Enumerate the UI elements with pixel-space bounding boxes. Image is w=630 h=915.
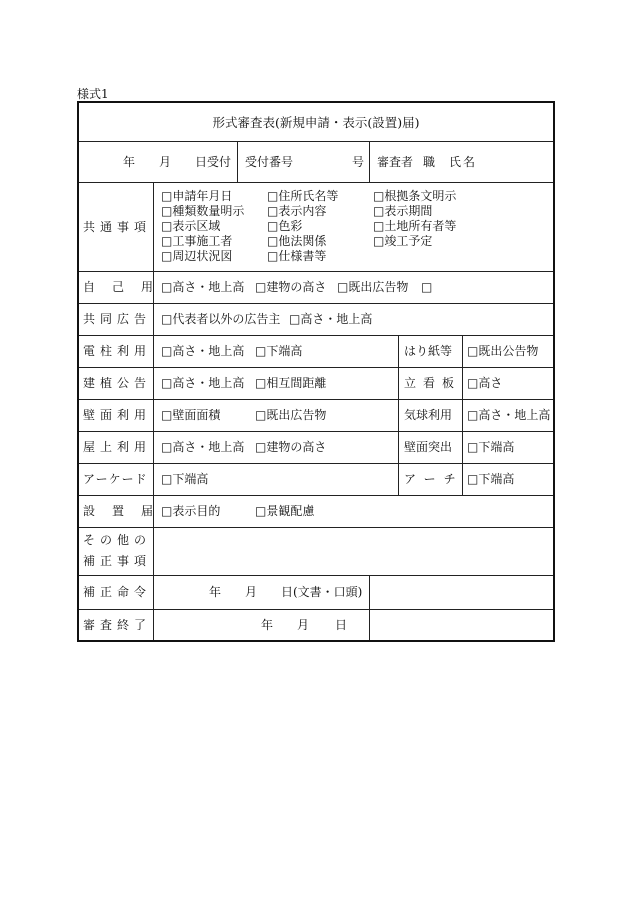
rule-common-bottom	[79, 271, 553, 272]
right-label-arch: アーチ	[404, 472, 464, 486]
rule-row	[79, 495, 553, 496]
rule-row	[79, 367, 553, 368]
checkbox-item[interactable]: □高さ	[467, 376, 503, 390]
rule-row	[79, 303, 553, 304]
hosei-year: 年	[209, 585, 222, 599]
checkbox-item[interactable]: □景観配慮	[255, 504, 315, 518]
rule-title-bottom	[79, 141, 553, 142]
row-label-kyodo: 共同広告	[83, 312, 152, 326]
checkbox-item[interactable]: □表示内容	[267, 204, 327, 218]
other-label-line2: 補正事項	[83, 554, 152, 568]
header-year: 年	[123, 155, 136, 169]
examiner-label: 審査者	[377, 155, 414, 169]
checkbox-item[interactable]: □表示期間	[373, 204, 433, 218]
other-label-line1: その他の	[83, 533, 152, 547]
right-label-tatekanban: 立看板	[404, 376, 462, 390]
checkbox-item[interactable]: □他法関係	[267, 234, 327, 248]
shuryo-month: 月	[297, 618, 310, 632]
header-month: 月	[159, 155, 172, 169]
checkbox-item[interactable]: □既出公告物	[467, 344, 539, 358]
checkbox-item[interactable]: □下端高	[255, 344, 303, 358]
rule-bottom-col	[369, 575, 370, 640]
checkbox-item[interactable]: □既出広告物	[337, 280, 409, 294]
checkbox-item[interactable]: □壁面面積	[161, 408, 221, 422]
rule-label-col	[153, 182, 154, 640]
checkbox-item[interactable]: □既出広告物	[255, 408, 327, 422]
rule-row	[79, 463, 553, 464]
checkbox-item[interactable]: □表示区域	[161, 219, 221, 233]
header-day-received: 日受付	[195, 155, 232, 169]
row-label-setchi: 設置届	[83, 504, 171, 518]
row-label-arcade: アーケード	[83, 472, 148, 486]
hosei-month: 月	[245, 585, 258, 599]
checkbox-item[interactable]: □建物の高さ	[255, 280, 327, 294]
rule-right-label-col	[398, 335, 399, 495]
position-label: 職	[423, 155, 436, 169]
rule-row	[79, 575, 553, 576]
checkbox-item[interactable]: □周辺状況図	[161, 249, 233, 263]
checkbox-item[interactable]: □土地所有者等	[373, 219, 457, 233]
checkbox-item[interactable]: □相互間距離	[255, 376, 327, 390]
row-label-shuryo: 審査終了	[83, 618, 152, 632]
checkbox-item[interactable]: □竣工予定	[373, 234, 433, 248]
checkbox-item[interactable]: □住所氏名等	[267, 189, 339, 203]
name-label: 氏名	[449, 155, 478, 169]
checkbox-item[interactable]: □表示目的	[161, 504, 221, 518]
checkbox-item[interactable]: □仕様書等	[267, 249, 327, 263]
checkbox-item[interactable]: □高さ・地上高	[161, 440, 245, 454]
shuryo-day: 日	[335, 618, 348, 632]
rule-row	[79, 431, 553, 432]
checkbox-item[interactable]: □下端高	[467, 440, 515, 454]
checkbox-item[interactable]: □建物の高さ	[255, 440, 327, 454]
checkbox-item[interactable]: □申請年月日	[161, 189, 233, 203]
checkbox-item[interactable]: □根拠条文明示	[373, 189, 457, 203]
row-label-hosei: 補正命令	[83, 585, 152, 599]
rule-row	[79, 609, 553, 610]
row-label-kenchiku: 建植公告	[83, 376, 152, 390]
checkbox-item[interactable]: □高さ・地上高	[161, 344, 245, 358]
checkbox-item[interactable]: □	[421, 280, 433, 294]
checkbox-item[interactable]: □種類数量明示	[161, 204, 245, 218]
row-label-hekimen: 壁面利用	[83, 408, 152, 422]
right-label-harigami: はり紙等	[404, 344, 453, 358]
form-number-label: 様式1	[77, 87, 109, 101]
rule-row	[79, 527, 553, 528]
hosei-day-note: 日(文書・口頭)	[281, 585, 363, 599]
row-label-denchu: 電柱利用	[83, 344, 152, 358]
review-form-table	[77, 101, 555, 642]
checkbox-item[interactable]: □代表者以外の広告主	[161, 312, 281, 326]
checkbox-item[interactable]: □工事施工者	[161, 234, 233, 248]
rule-right-item-col	[462, 335, 463, 495]
right-label-hekimen-tosshutsu: 壁面突出	[404, 440, 453, 454]
rule-header-bottom	[79, 182, 553, 183]
form-title: 形式審査表(新規申請・表示(設置)届)	[212, 115, 420, 130]
checkbox-item[interactable]: □高さ・地上高	[289, 312, 373, 326]
checkbox-item[interactable]: □色彩	[267, 219, 303, 233]
receipt-number-suffix: 号	[352, 155, 365, 169]
checkbox-item[interactable]: □高さ・地上高	[467, 408, 551, 422]
checkbox-item[interactable]: □高さ・地上高	[161, 376, 245, 390]
shuryo-year: 年	[261, 618, 274, 632]
checkbox-item[interactable]: □下端高	[467, 472, 515, 486]
rule-header-col	[369, 141, 370, 182]
row-label-okujo: 屋上利用	[83, 440, 152, 454]
rule-row	[79, 335, 553, 336]
receipt-number-label: 受付番号	[245, 155, 294, 169]
checkbox-item[interactable]: □下端高	[161, 472, 209, 486]
checkbox-item[interactable]: □高さ・地上高	[161, 280, 245, 294]
rule-header-col	[237, 141, 238, 182]
row-label-jikoyo: 自己用	[83, 280, 171, 294]
right-label-kikyu: 気球利用	[404, 408, 453, 422]
common-items-label: 共通事項	[83, 220, 152, 234]
rule-row	[79, 399, 553, 400]
